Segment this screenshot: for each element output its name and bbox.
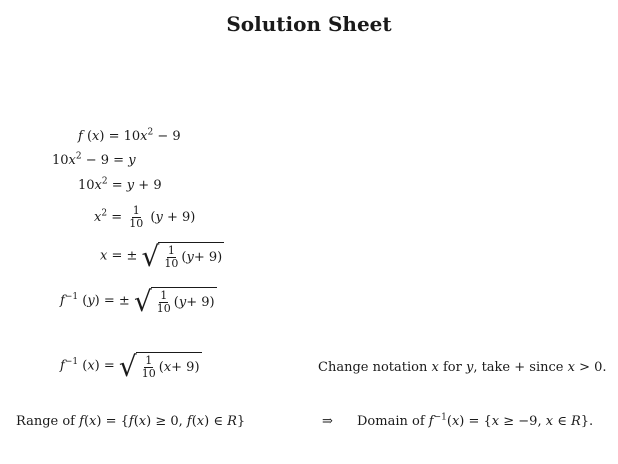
sqrt-symbol: √ $\frac{1}{10}$ ( x + 9) <box>118 350 200 383</box>
domain-statement: Domain of $f^{-1}(x) = \{x \ge -9$, x ∈ R}. <box>357 412 594 429</box>
sqrt-symbol: √ $\frac{1}{10}$ ( y + 9) <box>133 285 215 318</box>
implies-arrow: ⇒ <box>322 414 333 429</box>
page-title: Solution Sheet <box>226 12 392 36</box>
step-3: $10x^2 = y + 9$ <box>78 176 162 193</box>
sqrt-symbol: √ $\frac{1}{10}$ ( y + 9) <box>141 240 223 273</box>
step-4: $x^2$ = $\frac{1}{10}$ (y + 9) <box>94 204 196 230</box>
step-5: x = ± √ $\frac{1}{10}$ ( y + 9) <box>100 240 223 273</box>
step-2: $10x^2 - 9 = y$ <box>52 151 136 168</box>
step-7: $f^{-1}$ (x) = √ $\frac{1}{10}$ ( x + 9) <box>60 350 200 383</box>
notation-note: Change notation x for y, take + since x > 0. <box>318 360 607 375</box>
step-1: f $(x) = 10x^2 - 9$ <box>78 127 181 144</box>
step-6: $f^{-1}$ (y) = ± √ $\frac{1}{10}$ ( y + 9) <box>60 285 215 318</box>
range-statement: Range of f(x) = {f(x) ≥ 0, f(x) ∈ R} <box>16 414 246 429</box>
